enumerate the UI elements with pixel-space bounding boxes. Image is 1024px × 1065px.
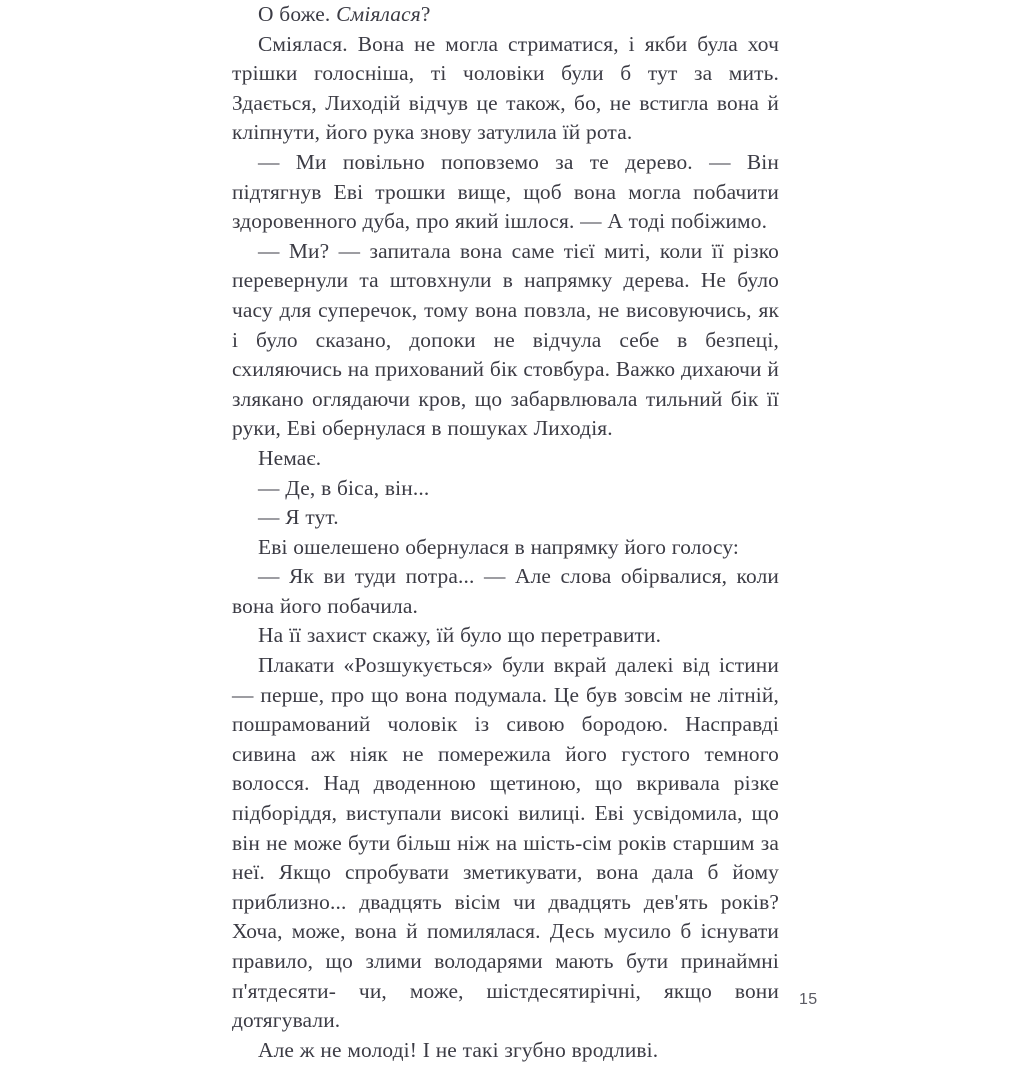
paragraph: Немає. <box>258 445 322 470</box>
paragraph: О боже. Сміялася? <box>258 2 431 26</box>
paragraph: Але ж не молоді! І не такі згубно вродливі. <box>258 1037 659 1062</box>
paragraph: — Ми повільно поповземо за те дерево. — Він підтягнув Еві трошки вище, щоб вона могла побачити здоровенного дуба, про який ішлося. — А тоді побіжимо. <box>232 149 779 234</box>
paragraph: Еві ошелешено обернулася в напрямку його голосу: <box>258 534 739 559</box>
page-number: 15 <box>799 991 818 1008</box>
paragraph: — Як ви туди потра... — Але слова обірвалися, коли вона його побачила. <box>232 564 779 618</box>
paragraph: — Ми? — запитала вона саме тієї миті, коли її різко перевернули та штовхнули в напрямку дерева. Не було часу для суперечок, тому вона повзла, не висовуючись, як і було сказано, допоки не відчула себе в безпеці, схиляючись на прихований бік стовбура. Важко дихаючи й злякано оглядаючи кров, що забарвлювала тильний бік її руки, Еві обернулася в пошуках Лиходія. <box>232 238 779 441</box>
emphasized-text: Сміялася <box>336 2 421 26</box>
paragraph: — Я тут. <box>258 505 339 530</box>
paragraph: На її захист скажу, їй було що перетравити. <box>258 623 662 648</box>
paragraph: — Де, в біса, він... <box>258 475 430 500</box>
body-text-column <box>232 0 779 1065</box>
paragraph: Плакати «Розшукується» були вкрай далекі від істини — перше, про що вона подумала. Це був зовсім не літній, пошрамований чоловік із сивою бородою. Насправді сивина аж ніяк не помережила його густого темного волосся. Над дводенною щетиною, що вкривала різке підборіддя, виступали високі вилиці. Еві усвідомила, що він не може бути більш ніж на шість-сім років старшим за неї. Якщо спробувати зметикувати, вона дала б йому приблизно... двадцять вісім чи двадцять дев'ять років? Хоча, може, вона й помилялася. Десь мусило б існувати правило, що злими володарями мають бути принаймні п'ятдесяти- чи, може, шістдесятирічні, якщо вони дотягували. <box>232 653 779 1033</box>
paragraph: Сміялася. Вона не могла стриматися, і якби була хоч трішки голосніша, ті чоловіки були б тут за мить. Здається, Лиходій відчув це також, бо, не встигла вона й кліпнути, його рука знову затулила їй рота. <box>232 31 779 145</box>
